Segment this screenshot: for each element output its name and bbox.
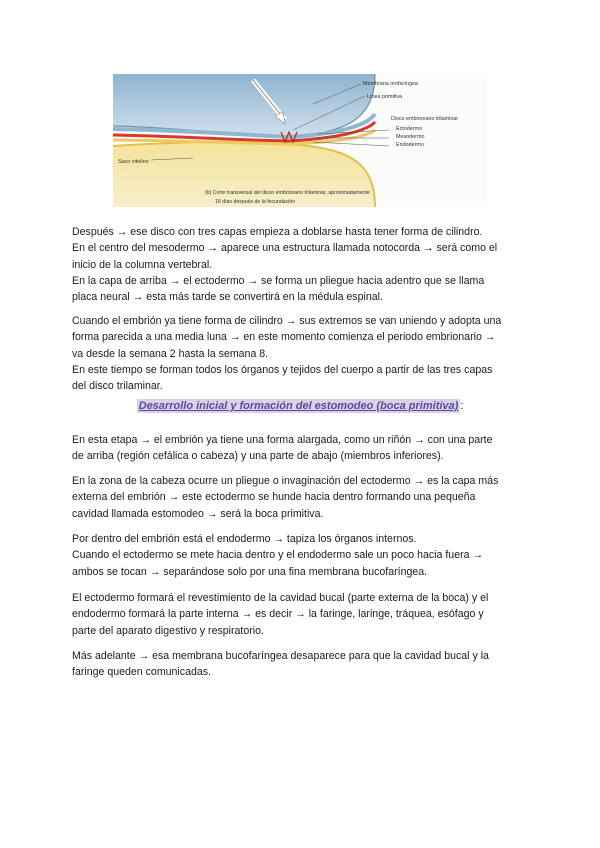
text-line: va desde la semana 2 hasta la semana 8.	[72, 347, 269, 360]
section-heading-text: Desarrollo inicial y formación del estomodeo (boca primitiva)	[138, 400, 459, 412]
text-line: del disco trilaminar.	[72, 380, 163, 393]
text-line: En este tiempo se forman todos los órganos y tejidos del cuerpo a partir de las tres capas	[72, 363, 493, 376]
text-line: En el centro del mesodermo → aparece una estructura llamada notocorda → será como el	[72, 242, 498, 255]
label-membrana: Membrana orofaríngea	[363, 81, 418, 87]
text-line: Más adelante → esa membrana bucofaríngea desaparece para que la cavidad bucal y la	[72, 650, 489, 662]
text-line: placa neural → esta más tarde se convertirá en la médula espinal.	[72, 291, 383, 304]
embryo-cross-section-figure	[113, 74, 487, 207]
label-endodermo: Endodermo	[396, 142, 424, 148]
text-line: inicio de la columna vertebral.	[72, 258, 213, 271]
figure-caption-line1: (b) Corte transversal del disco embrionario trilaminar, aproximadamente	[205, 190, 370, 196]
text-line: de arriba (región cefálica o cabeza) y una parte de abajo (miembros inferiores).	[72, 450, 444, 463]
paragraph-block-3	[72, 432, 534, 465]
text-line: endodermo formará la parte interna → es decir → la faringe, laringe, tráquea, esófago y	[72, 608, 484, 621]
label-linea: Línea primitiva	[367, 94, 403, 100]
text-line: El ectodermo formará el revestimiento de la cavidad bucal (parte externa de la boca) y el	[72, 592, 489, 604]
text-line: forma parecida a una media luna → en este momento comienza el periodo embrionario →	[72, 331, 496, 344]
text-line: En la zona de la cabeza ocurre un pliegue o invaginación del ectodermo → es la capa más	[72, 475, 499, 487]
label-mesodermo: Mesodermo	[396, 134, 425, 140]
text-line: En esta etapa → el embrión ya tiene una forma alargada, como un riñón → con una parte	[72, 434, 493, 446]
text-line: faringe queden comunicadas.	[72, 666, 211, 679]
text-line: parte del aparato digestivo y respiratorio.	[72, 624, 264, 637]
text-line: externa del embrión → este ectodermo se hunde hacia dentro formando una pequeña	[72, 491, 476, 504]
text-line: Cuando el ectodermo se mete hacia dentro y el endodermo sale un poco hacia fuera →	[72, 549, 484, 562]
paragraph-block-6	[72, 590, 534, 639]
paragraph-block-1	[72, 224, 534, 305]
paragraph-block-5	[72, 531, 534, 580]
text-line: ambos se tocan → separándose solo por una fina membrana bucofaríngea.	[72, 565, 428, 578]
paragraph-block-7	[72, 648, 534, 681]
label-ectodermo: Ectodermo	[396, 126, 423, 132]
text-line: cavidad llamada estomodeo → será la boca primitiva.	[72, 507, 324, 520]
figure-caption-line2: 16 días después de la fecundación	[215, 199, 296, 205]
label-disco: Disco embrionario trilaminar	[391, 116, 459, 122]
label-saco: Saco vitelino	[118, 159, 149, 165]
section-heading-colon: :	[460, 400, 464, 412]
text-line: En la capa de arriba → el ectodermo → se forma un pliegue hacia adentro que se llama	[72, 274, 485, 287]
text-line: Por dentro del embrión está el endodermo → tapiza los órganos internos.	[72, 533, 417, 545]
amniotic-cavity	[113, 74, 375, 136]
embryo-diagram	[113, 74, 487, 207]
paragraph-block-2	[72, 313, 534, 394]
text-line: Cuando el embrión ya tiene forma de cilindro → sus extremos se van uniendo y adopta una	[72, 315, 502, 327]
text-line: Después → ese disco con tres capas empieza a doblarse hasta tener forma de cilindro.	[72, 226, 483, 238]
paragraph-block-4	[72, 473, 534, 522]
section-heading	[0, 400, 600, 412]
